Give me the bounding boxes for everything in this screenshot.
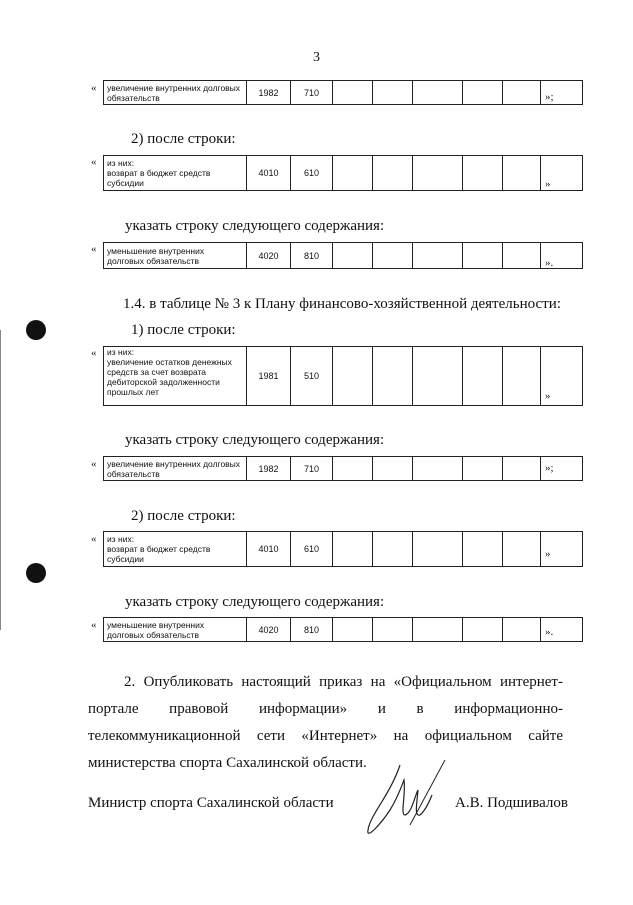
- row-kosgu: 810: [291, 618, 333, 642]
- form-table: [103, 346, 583, 406]
- form-table: [103, 80, 583, 105]
- quote-open: «: [91, 156, 97, 168]
- intro-text: 2) после строки:: [131, 131, 236, 147]
- quote-open: «: [91, 82, 97, 94]
- quote-close: »: [545, 548, 551, 560]
- form-table: [103, 155, 583, 191]
- row-name: увеличение внутренних долговых обязательств: [104, 81, 247, 105]
- form-table: [103, 242, 583, 269]
- row-code: 1982: [247, 81, 291, 105]
- quote-close: »: [545, 390, 551, 402]
- row-kosgu: 510: [291, 347, 333, 406]
- row-name: уменьшение внутренних долговых обязательств: [104, 243, 247, 269]
- row-kosgu: 610: [291, 156, 333, 191]
- quote-open: «: [91, 533, 97, 545]
- row-code: 4010: [247, 532, 291, 567]
- handwritten-signature: [360, 755, 460, 840]
- row-code: 4020: [247, 243, 291, 269]
- table-row: [104, 532, 583, 567]
- table-row: [104, 156, 583, 191]
- table-row: [104, 457, 583, 481]
- quote-open: «: [91, 347, 97, 359]
- row-code: 1981: [247, 347, 291, 406]
- intro-text: указать строку следующего содержания:: [125, 594, 385, 610]
- row-name: увеличение внутренних долговых обязательств: [104, 457, 247, 481]
- punch-hole: [26, 563, 46, 583]
- publish-paragraph: 2. Опубликовать настоящий приказ на «Официальном интернет-портале правовой информации» и в информационно-телекоммуникационной сети «Интернет» на официальном сайте министерства спорта Сахалинской области.: [88, 674, 563, 771]
- table-row: [104, 81, 583, 105]
- quote-open: «: [91, 243, 97, 255]
- row-code: 4020: [247, 618, 291, 642]
- row-kosgu: 610: [291, 532, 333, 567]
- page-number: 3: [313, 50, 320, 65]
- quote-close: »;: [545, 462, 554, 474]
- form-table: [103, 617, 583, 642]
- row-name: уменьшение внутренних долговых обязательств: [104, 618, 247, 642]
- intro-text: указать строку следующего содержания:: [125, 432, 385, 448]
- table-row: [104, 618, 583, 642]
- quote-close: ».: [545, 626, 554, 638]
- scan-edge: [0, 330, 1, 630]
- row-code: 4010: [247, 156, 291, 191]
- quote-close: »;: [545, 91, 554, 103]
- intro-text: указать строку следующего содержания:: [125, 218, 385, 234]
- table-row: [104, 243, 583, 269]
- signatory-position: Министр спорта Сахалинской области: [88, 795, 334, 811]
- section-heading: 1.4. в таблице № 3 к Плану финансово-хозяйственной деятельности:: [123, 296, 561, 312]
- quote-open: «: [91, 458, 97, 470]
- row-name: из них: возврат в бюджет средств субсидии: [104, 156, 247, 191]
- table-row: [104, 347, 583, 406]
- quote-close: ».: [545, 257, 554, 269]
- quote-open: «: [91, 619, 97, 631]
- row-name: из них: возврат в бюджет средств субсидии: [104, 532, 247, 567]
- intro-text: 1) после строки:: [131, 322, 236, 338]
- form-table: [103, 531, 583, 567]
- quote-close: »: [545, 178, 551, 190]
- row-kosgu: 710: [291, 457, 333, 481]
- row-name: из них: увеличение остатков денежных средств за счет возврата дебиторской задолженности прошлых лет: [104, 347, 247, 406]
- signatory-name: А.В. Подшивалов: [455, 795, 568, 811]
- row-code: 1982: [247, 457, 291, 481]
- form-table: [103, 456, 583, 481]
- row-kosgu: 810: [291, 243, 333, 269]
- punch-hole: [26, 320, 46, 340]
- row-kosgu: 710: [291, 81, 333, 105]
- intro-text: 2) после строки:: [131, 508, 236, 524]
